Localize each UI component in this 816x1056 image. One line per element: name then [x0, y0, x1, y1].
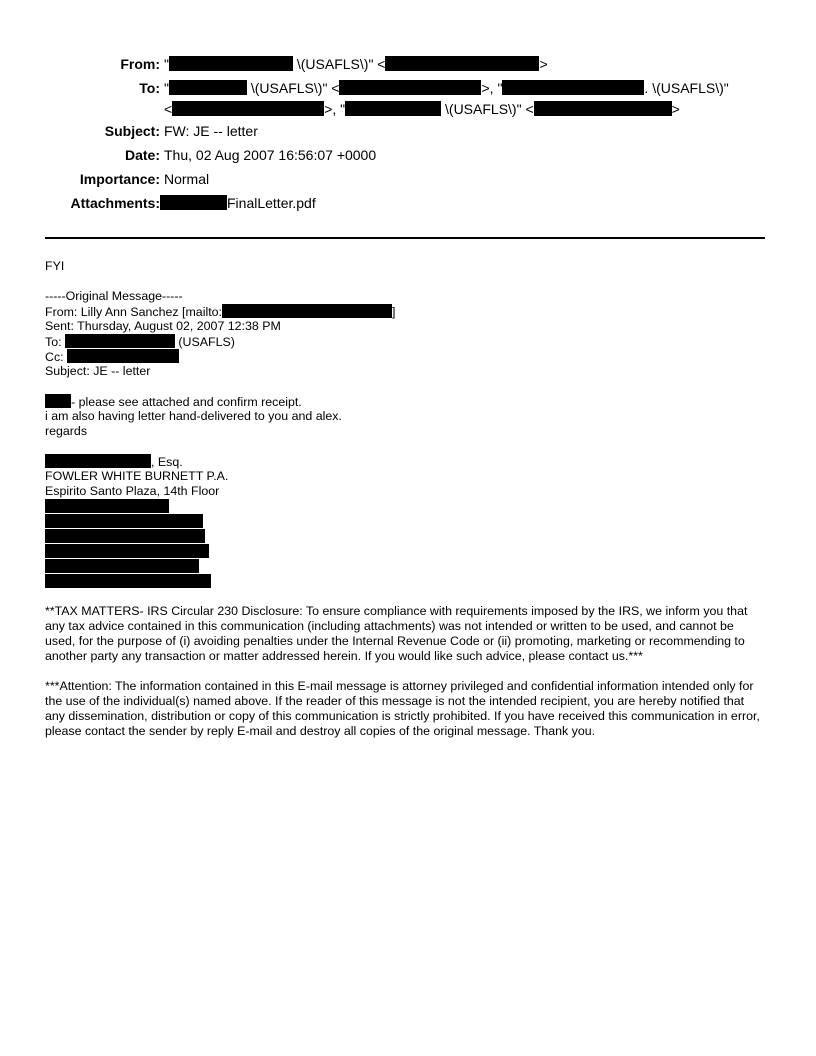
- original-sent-line: Sent: Thursday, August 02, 2007 12:38 PM: [45, 319, 281, 333]
- attachments-row: [0, 191, 816, 215]
- redaction-block: [65, 334, 175, 348]
- redaction-block: [339, 80, 481, 95]
- subject-value: FW: JE -- letter: [164, 123, 258, 139]
- redaction-block: [45, 514, 203, 528]
- redaction-block: [534, 101, 672, 116]
- date-label: Date:: [124, 147, 160, 163]
- signature-name-line: , Esq.: [45, 454, 767, 469]
- redaction-block: [45, 529, 205, 543]
- redaction-block: [502, 80, 644, 95]
- redaction-block: [222, 304, 392, 318]
- attachment-link[interactable]: FinalLetter.pdf: [227, 195, 316, 211]
- redaction-block: [45, 499, 169, 513]
- subject-label: Subject:: [104, 123, 160, 139]
- fyi-line: FYI: [45, 259, 65, 273]
- message-line: - please see attached and confirm receipt.: [45, 394, 767, 409]
- message-line: i am also having letter hand-delivered to you and alex.: [45, 409, 342, 423]
- original-to-line: To: (USAFLS): [45, 335, 235, 349]
- redaction-block: [45, 559, 199, 573]
- importance-label: Importance:: [79, 171, 160, 187]
- date-row: [0, 143, 816, 167]
- redaction-block: [45, 394, 71, 408]
- to-value-line1: " \(USAFLS\)" < >, " . \(USAFLS\)": [164, 80, 729, 96]
- redaction-block: [45, 574, 211, 588]
- redaction-block: [169, 56, 293, 71]
- importance-value: Normal: [164, 171, 210, 187]
- original-cc-line: Cc:: [45, 349, 767, 364]
- from-row: [0, 52, 816, 76]
- redaction-block: [169, 80, 247, 95]
- to-label: To:: [139, 80, 160, 96]
- email-header: [0, 0, 816, 220]
- subject-row: [0, 119, 816, 143]
- to-value-line2: < >, " \(USAFLS\)" < >: [164, 101, 680, 117]
- original-message-separator: -----Original Message-----: [45, 289, 183, 303]
- message-body: [45, 259, 767, 739]
- from-label: From:: [120, 56, 160, 72]
- redaction-block: [45, 454, 151, 468]
- attachments-value: [160, 191, 316, 215]
- tax-disclosure: **TAX MATTERS- IRS Circular 230 Disclosure: To ensure compliance with requirements imposed by the IRS, we inform you that any tax advice contained in this communication (including attachments) was not intended or written to be used, and cannot be used, for the purpose of (i) avoiding penalties under the Internal Revenue Code or (ii) promoting, marketing or recommending to another party any transaction or matter addressed herein. If you would like such advice, please contact us.***: [45, 604, 748, 663]
- to-row-continued: [0, 97, 816, 121]
- date-value: Thu, 02 Aug 2007 16:56:07 +0000: [164, 147, 377, 163]
- message-line: regards: [45, 424, 88, 438]
- importance-row: [0, 167, 816, 191]
- redaction-block: [45, 544, 209, 558]
- redaction-block: [67, 349, 179, 363]
- header-divider: [45, 237, 765, 239]
- redaction-block: [160, 195, 227, 210]
- original-subject-line: Subject: JE -- letter: [45, 364, 151, 378]
- from-value: " \(USAFLS\)" < >: [164, 56, 548, 72]
- redaction-block: [172, 101, 324, 116]
- signature-firm: FOWLER WHITE BURNETT P.A.: [45, 469, 229, 483]
- redaction-block: [345, 101, 441, 116]
- original-from-line: From: Lilly Ann Sanchez [mailto: ]: [45, 305, 396, 319]
- redaction-block: [385, 56, 539, 71]
- signature-address: Espirito Santo Plaza, 14th Floor: [45, 484, 220, 498]
- attachments-label: Attachments:: [70, 195, 160, 211]
- confidentiality-notice: ***Attention: The information contained in this E-mail message is attorney privileged and confidential information intended only for the use of the individual(s) named above. If the reader of this message is not the intended recipient, you are hereby notified that any dissemination, distribution or copy of this communication is strictly prohibited. If you have received this communication in error, please contact the sender by reply E-mail and destroy all copies of the original message. Thank you.: [45, 679, 760, 738]
